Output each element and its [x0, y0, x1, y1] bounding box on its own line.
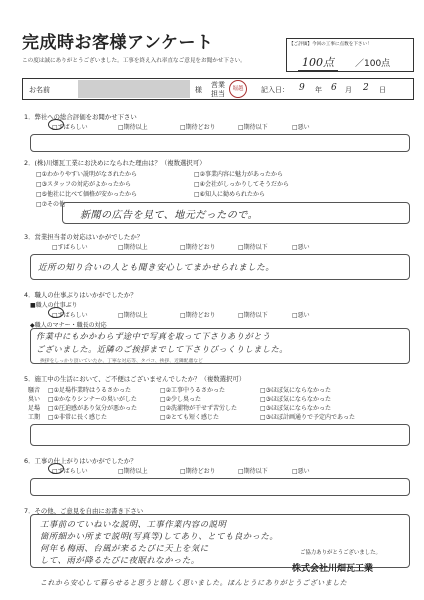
q6-box	[30, 478, 410, 496]
date-year-unit: 年	[315, 86, 322, 94]
q1-opt[interactable]: □期待どおり	[180, 124, 216, 131]
q5-opt[interactable]: □③ほぼ気にならなかった	[260, 387, 332, 394]
q5-row-smell	[28, 394, 355, 403]
q6-opt[interactable]: □期待以下	[238, 468, 268, 475]
q4-answer-2: ございました。近隣のご挨拶までして下さりびっくりしました。	[36, 344, 288, 354]
q4-opt[interactable]: □期待以上	[118, 312, 148, 319]
score-value: 100点	[298, 54, 338, 71]
q5-opt[interactable]: □②少し臭った	[160, 396, 202, 403]
q3-title: 3．営業担当者の対応はいかがでしたか？	[24, 233, 144, 241]
q2-opt-left-4[interactable]: □⑦その他	[36, 201, 66, 208]
q4-check-circle	[48, 307, 64, 318]
q4-options	[52, 310, 310, 319]
q5-opt[interactable]: □①足場作業時はうるさかった	[48, 387, 132, 394]
score-label: 【ご評価】今回の工事に点数を下さい！	[289, 42, 372, 47]
date-month: 6	[331, 83, 337, 93]
q1-opt[interactable]: □悪い	[292, 124, 310, 131]
q4-answer-1: 作業中にもかかわらず途中で写真を取って下さりありがとう	[36, 331, 271, 341]
q5-opt[interactable]: □①圧迫感があり気分が悪かった	[48, 405, 138, 412]
q6-opt[interactable]: □すばらしい	[52, 468, 88, 475]
q3-answer: 近所の知り合いの人とも聞き安心してまかせられました。	[38, 263, 275, 273]
q2-opt-right-1[interactable]: □②事業内容に魅力があったから	[194, 171, 283, 178]
name-label: お名前	[29, 86, 50, 94]
q1-title: 1．弊社への総合評価をお聞かせ下さい	[24, 113, 137, 121]
q1-check-circle	[48, 119, 64, 130]
q2-opt-left-2[interactable]: □③スタッフの対応がよかったから	[36, 181, 132, 188]
date-month-unit: 月	[345, 86, 352, 94]
q3-opt[interactable]: □悪い	[292, 244, 310, 251]
q5-row-label: 足場	[28, 405, 41, 412]
intro-text: この度は誠にありがとうございました。工事を終え入れ率直なご意見をお聞かせ下さい。	[22, 58, 246, 64]
q7-line-5: これから安心して暮らせると思うと嬉しく思いました。ほんとうにありがとうございました	[40, 579, 348, 587]
q2-answer: 新聞の広告を見て、地元だったので。	[80, 210, 259, 221]
q1-opt[interactable]: □期待以下	[238, 124, 268, 131]
q4-opt[interactable]: □すばらしい	[52, 312, 88, 319]
name-masked	[78, 80, 190, 98]
q5-row-label: 臭い	[28, 396, 41, 403]
q1-options	[52, 122, 310, 131]
company-name: 株式会社川畑瓦工業	[292, 564, 374, 574]
q5-row-scaffold	[28, 403, 355, 412]
q3-opt[interactable]: □期待どおり	[180, 244, 216, 251]
q2-opt-right-3[interactable]: □⑥知人に勧められたから	[194, 191, 266, 198]
q2-opt-left-1[interactable]: □①わかりやすい説明がなされたから	[36, 171, 138, 178]
date-day-unit: 日	[379, 86, 386, 94]
q5-opt[interactable]: □①非常に長く感じた	[48, 414, 108, 421]
q2-title: 2．(株)川畑瓦工業にお決めになられた理由は？（複数選択可）	[24, 159, 206, 167]
date-label: 記入日：	[261, 86, 289, 94]
q5-row-label: 工期	[28, 414, 41, 421]
q7-line-3: 何年も梅雨、台風が来るたびに天上を気に	[40, 543, 209, 553]
q4-opt[interactable]: □悪い	[292, 312, 310, 319]
q5-opt[interactable]: □②とても短く感じた	[160, 414, 220, 421]
q6-opt[interactable]: □期待どおり	[180, 468, 216, 475]
q7-title: 7．その他、ご意見を自由にお書き下さい	[24, 507, 144, 515]
q6-title: 6．工事の仕上がりはいかがでしたか？	[24, 457, 137, 465]
q4-sub1: ■職人の仕事ぶり	[30, 302, 78, 309]
staff-label-2: 担当	[211, 90, 225, 98]
q2-opt-right-2[interactable]: □④会社がしっかりしてそうだから	[194, 181, 290, 188]
staff-label-1: 営業	[211, 81, 225, 89]
q7-line-2: 箇所細かい所まで説明(写真等)してあり、とても良かった。	[40, 531, 279, 541]
staff-stamp: 堀越	[229, 80, 247, 98]
name-suffix: 様	[195, 86, 202, 94]
q5-opt[interactable]: □③ほぼ気にならなかった	[260, 405, 332, 412]
q6-check-circle	[48, 463, 64, 474]
q5-row-period	[28, 412, 355, 421]
q5-opt[interactable]: □②洗濯物が干せず苦労した	[160, 405, 238, 412]
q5-box	[30, 424, 410, 446]
q5-row-noise	[28, 385, 355, 394]
q3-opt[interactable]: □期待以上	[118, 244, 148, 251]
q2-opt-left-3[interactable]: □⑤他社に比べて価格が安かったから	[36, 191, 138, 198]
q1-box	[30, 134, 410, 152]
q1-opt[interactable]: □すばらしい	[52, 124, 88, 131]
score-max: ／100点	[355, 59, 391, 69]
page-title: 完成時お客様アンケート	[22, 33, 214, 53]
thanks-text: ご協力ありがとうございました。	[300, 550, 381, 556]
q1-opt[interactable]: □期待以上	[118, 124, 148, 131]
q5-opt[interactable]: □③ほぼ気にならなかった	[260, 396, 332, 403]
q4-sub2: ◆職人のマナー・職長の対応	[30, 322, 107, 329]
q3-opt[interactable]: □期待以下	[238, 244, 268, 251]
q5-opt[interactable]: □①かなりシンナーの臭いがした	[48, 396, 137, 403]
q6-opt[interactable]: □悪い	[292, 468, 310, 475]
q5-opt[interactable]: □②工事中うるさかった	[160, 387, 226, 394]
q4-note: 挨拶をしっかり頂いていたか、丁寧な対応等、タバコ、挨拶、近隣配慮など	[40, 359, 203, 364]
q4-title: 4．職人の仕事ぶりはいかがでしたか？	[24, 291, 137, 299]
q5-row-label: 騒音	[28, 387, 41, 394]
q7-line-1: 工事前のていねいな説明、工事作業内容の説明	[40, 519, 227, 529]
q5-title: 5．施工中の生活において、ご不便はございませんでしたか？（複数選択可）	[24, 375, 246, 383]
date-year: 9	[299, 83, 305, 93]
staff-label	[211, 81, 225, 99]
q4-opt[interactable]: □期待以下	[238, 312, 268, 319]
q3-options	[52, 242, 310, 251]
q4-opt[interactable]: □期待どおり	[180, 312, 216, 319]
q5-rows	[28, 385, 355, 421]
date-day: 2	[363, 83, 369, 93]
q6-opt[interactable]: □期待以上	[118, 468, 148, 475]
q6-options	[52, 466, 310, 475]
q7-line-4: して、雨が降るたびに夜眠れなかった。	[40, 555, 200, 565]
q3-opt[interactable]: □すばらしい	[52, 244, 88, 251]
q5-opt[interactable]: □③ほぼ計画通りで予定内であった	[260, 414, 355, 421]
